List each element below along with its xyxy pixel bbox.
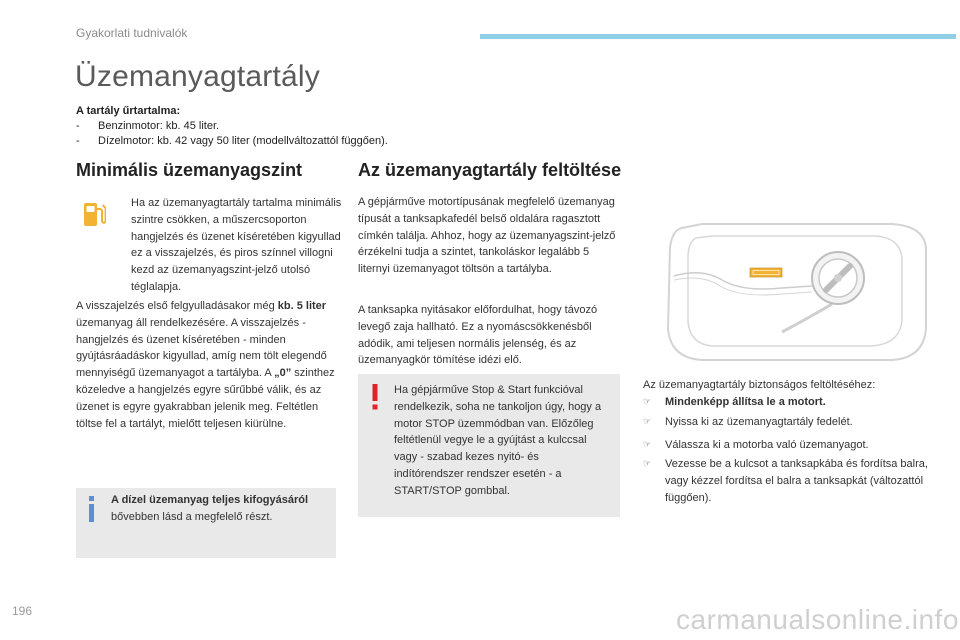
list-item	[643, 394, 943, 411]
list-item	[643, 414, 943, 431]
fuel-pump-icon	[82, 200, 106, 228]
step-text: Nyissa ki az üzemanyagtartály fedelét.	[665, 415, 853, 428]
tank-capacity	[76, 104, 516, 149]
fuel-filler-cap-illustration-icon	[662, 208, 932, 368]
pointing-hand-icon: ☞	[643, 459, 652, 470]
capacity-item	[76, 134, 516, 149]
step-text: Válassza ki a motorba való üzemanyagot.	[665, 438, 869, 451]
body-text: A visszajelzés első felgyulladásakor még	[76, 300, 278, 312]
watermark: carmanualsonline.info	[676, 604, 959, 635]
capacity-label: A tartály űrtartalma:	[76, 105, 181, 117]
pointing-hand-icon: ☞	[643, 439, 652, 450]
warning-exclamation-icon	[371, 384, 379, 410]
info-text	[111, 492, 321, 526]
info-rest: bővebben lásd a megfelelő részt.	[111, 510, 273, 523]
min-level-heading: Minimális üzemanyagszint	[76, 160, 303, 180]
body-emphasis: „0”	[274, 367, 292, 380]
body-text: üzemanyag áll rendelkezésére. A visszajelzés - hangjelzés és üzenet kíséretében - minden gyújtásráadáskor kigyullad, amíg nem tölt elegendő mennyiségű üzemanyagot a tartályba. A	[76, 316, 327, 380]
refuel-steps-intro: Az üzemanyagtartály biztonságos feltöltéséhez:	[643, 379, 876, 391]
refuel-paragraph-2: A tanksapka nyitásakor előfordulhat, hogy távozó levegő zaja hallható. Ez a nyomáscsökkenésből adódik, ami teljesen normális jelenség, és az üzemanyagkör tömítése idézi elő.	[358, 304, 598, 367]
min-level-body	[76, 298, 344, 432]
capacity-item	[76, 119, 516, 134]
step-text: Vezesse be a kulcsot a tanksapkába és fordítsa balra, vagy kézzel fordítsa el balra a tanksapkát (változattól függően).	[665, 458, 928, 504]
pointing-hand-icon: ☞	[643, 397, 652, 407]
list-item	[643, 456, 943, 506]
capacity-diesel: Dízelmotor: kb. 42 vagy 50 liter (modellváltozattól függően).	[98, 135, 388, 147]
step-text: Mindenképp állítsa le a motort.	[665, 396, 826, 408]
body-emphasis: kb. 5 liter	[277, 300, 327, 312]
capacity-dash: -	[76, 120, 80, 132]
page-number: 196	[12, 604, 33, 618]
capacity-dash: -	[76, 135, 80, 147]
page-title: Üzemanyagtartály	[75, 60, 320, 93]
refuel-heading: Az üzemanyagtartály feltöltése	[358, 160, 622, 180]
min-level-intro: Ha az üzemanyagtartály tartalma minimális szintre csökken, a műszercsoporton hangjelzés és üzenet kíséretében kigyullad ez a visszajelzés, és piros színnel villogni kezd az üzemanyagszint-jelző utolsó téglalapja.	[131, 197, 342, 293]
body-text: szinthez közeledve a hangjelzés egyre sűrűbbé válik, és az üzenet is egyre gyakrabban jelenik meg. Feltétlen töltse fel a tartályt, mielőtt teljesen kiürülne.	[76, 367, 335, 430]
pointing-hand-icon: ☞	[643, 416, 652, 427]
list-item	[643, 437, 943, 454]
section-label: Gyakorlati tudnivalók	[76, 26, 188, 40]
warning-text: Ha gépjárműve Stop & Start funkcióval rendelkezik, soha ne tankoljon úgy, hogy a motor STOP üzemmódban van. Előzőleg feltétlenül vegye le a gyújtást a kulccsal vagy - szabad kezes nyitó- és indítórendszer rendszer esetén - a START/STOP gombbal.	[394, 384, 602, 497]
capacity-petrol: Benzinmotor: kb. 45 liter.	[98, 120, 220, 132]
header-accent-bar	[480, 34, 956, 39]
info-emphasis: A dízel üzemanyag teljes kifogyásáról	[111, 494, 309, 506]
info-icon	[87, 496, 97, 522]
refuel-paragraph-1: A gépjárműve motortípusának megfelelő üzemanyag típusát a tanksapkafedél belső oldalára ragasztott címkén találja. Ahhoz, hogy az üzemanyagszint-jelző érzékelni tudja a szintet, tankoláskor legalább 5 liternyi üzemanyagot töltsön a tartályba.	[358, 196, 616, 276]
refuel-steps-list	[643, 394, 943, 510]
